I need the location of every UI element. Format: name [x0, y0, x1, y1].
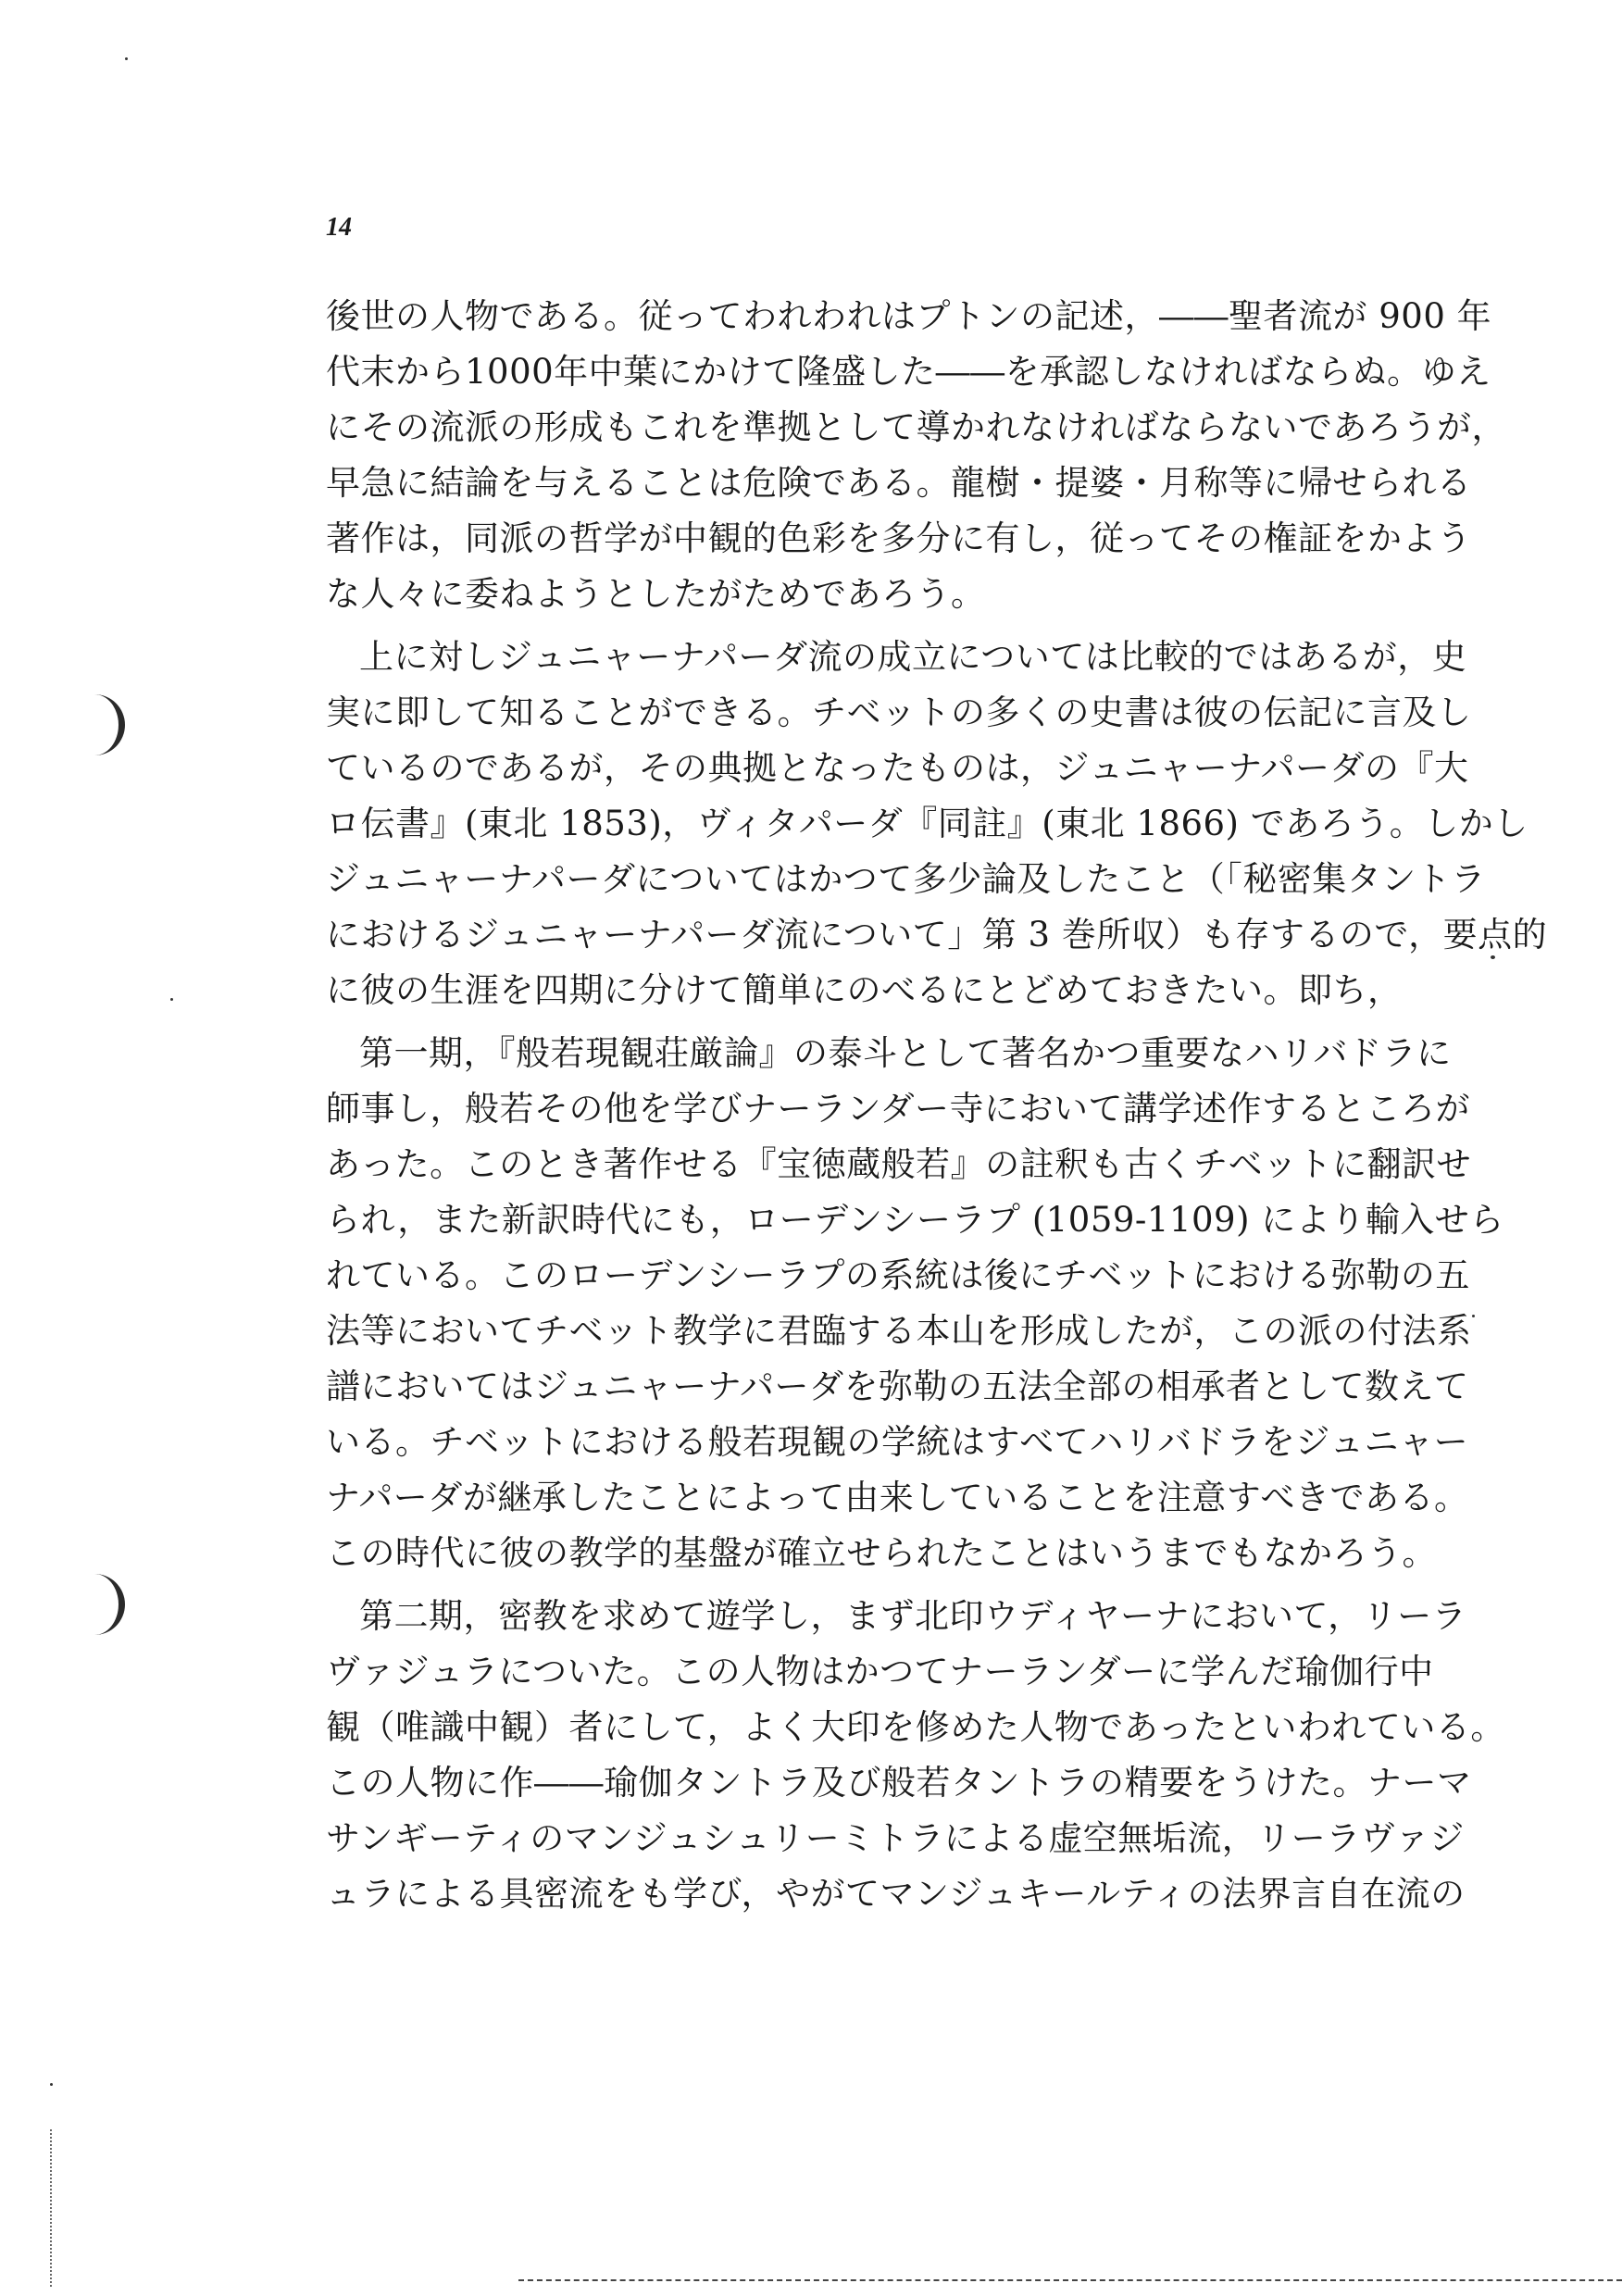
scan-speck [1472, 1315, 1475, 1317]
page-number: 14 [326, 213, 352, 242]
text-line: ているのであるが，その典拠となったものは，ジュニャーナパーダの『大 [326, 748, 1469, 788]
text-line: いる。チベットにおける般若現観の学統はすべてハリバドラをジュニャー [326, 1422, 1469, 1462]
text-line: に彼の生涯を四期に分けて簡単にのべるにとどめておきたい。即ち， [326, 970, 1403, 1010]
text-line: この人物に作――瑜伽タントラ及び般若タントラの精要をうけた。ナーマ [326, 1763, 1472, 1803]
text-line: ュラによる具密流をも学び，やがてマンジュキールティの法界言自在流の [326, 1874, 1466, 1914]
text-line: れている。このローデンシーラプの系統は後にチベットにおける弥勒の五 [326, 1255, 1470, 1295]
text-line: 代末から1000年中葉にかけて隆盛した――を承認しなければならぬ。ゆえ [326, 352, 1491, 392]
text-line: 後世の人物である。従ってわれわれはプトンの記述，――聖者流が 900 年 [326, 296, 1492, 336]
margin-mark [50, 2129, 52, 2287]
text-line: 実に即して知ることができる。チベットの多くの史書は彼の伝記に言及し [326, 693, 1472, 732]
body-text [326, 289, 1548, 1922]
text-line: におけるジュニャーナパーダ流について」第 3 巻所収）も存するので，要点的 [326, 915, 1548, 955]
binding-hole-mark [93, 1574, 125, 1635]
text-line: 上に対しジュニャーナパーダ流の成立については比較的ではあるが，史 [359, 637, 1467, 677]
text-line: ナパーダが継承したことによって由来していることを注意すべきである。 [326, 1478, 1469, 1517]
paragraph-gap [326, 1018, 1446, 1026]
binding-hole-mark [93, 694, 125, 755]
scan-speck [1491, 955, 1495, 959]
text-line: にその流派の形成もこれを準拠として導かれなければならないであろうが， [326, 407, 1506, 447]
text-line: あった。このとき著作せる『宝徳蔵般若』の註釈も古くチベットに翻訳せ [326, 1144, 1472, 1184]
text-line: サンギーティのマンジュシュリーミトラによる虚空無垢流，リーラヴァジ [326, 1818, 1465, 1858]
scan-speck [50, 2083, 53, 2086]
scan-speck [125, 57, 128, 60]
text-line: な人々に委ねようとしたがためであろう。 [326, 574, 986, 614]
paragraph-gap [326, 622, 1446, 630]
text-line: ヴァジュラについた。この人物はかつてナーランダーに学んだ瑜伽行中 [326, 1652, 1434, 1691]
text-line: られ，また新訳時代にも，ローデンシーラプ (1059-1109) により輸入せら [326, 1200, 1504, 1240]
text-line: 著作は，同派の哲学が中観的色彩を多分に有し，従ってその権証をかよう [326, 518, 1472, 558]
text-line: 第二期，密教を求めて遊学し，まず北印ウディヤーナにおいて，リーラ [359, 1596, 1467, 1636]
text-line: 師事し，般若その他を学びナーランダー寺において講学述作するところが [326, 1089, 1471, 1129]
scan-speck [170, 998, 173, 1001]
text-line: ジュニャーナパーダについてはかつて多少論及したこと（「秘密集タントラ [326, 859, 1486, 899]
text-line: 観（唯識中観）者にして，よく大印を修めた人物であったといわれている。 [326, 1707, 1505, 1747]
text-line: 法等においてチベット教学に君臨する本山を形成したが，この派の付法系 [326, 1311, 1472, 1351]
bottom-scan-edge [518, 2279, 1622, 2281]
text-line: 譜においてはジュニャーナパーダを弥勒の五法全部の相承者として数えて [326, 1366, 1469, 1406]
text-line: ロ伝書』(東北 1853)，ヴィタパーダ『同註』(東北 1866) であろう。しかし [326, 804, 1528, 843]
text-line: 早急に結論を与えることは危険である。龍樹・提婆・月称等に帰せられる [326, 463, 1472, 503]
text-line: 第一期，『般若現観荘厳論』の泰斗として著名かつ重要なハリバドラに [359, 1033, 1452, 1073]
text-line: この時代に彼の教学的基盤が確立せられたことはいうまでもなかろう。 [326, 1533, 1437, 1573]
paragraph-gap [326, 1581, 1446, 1589]
